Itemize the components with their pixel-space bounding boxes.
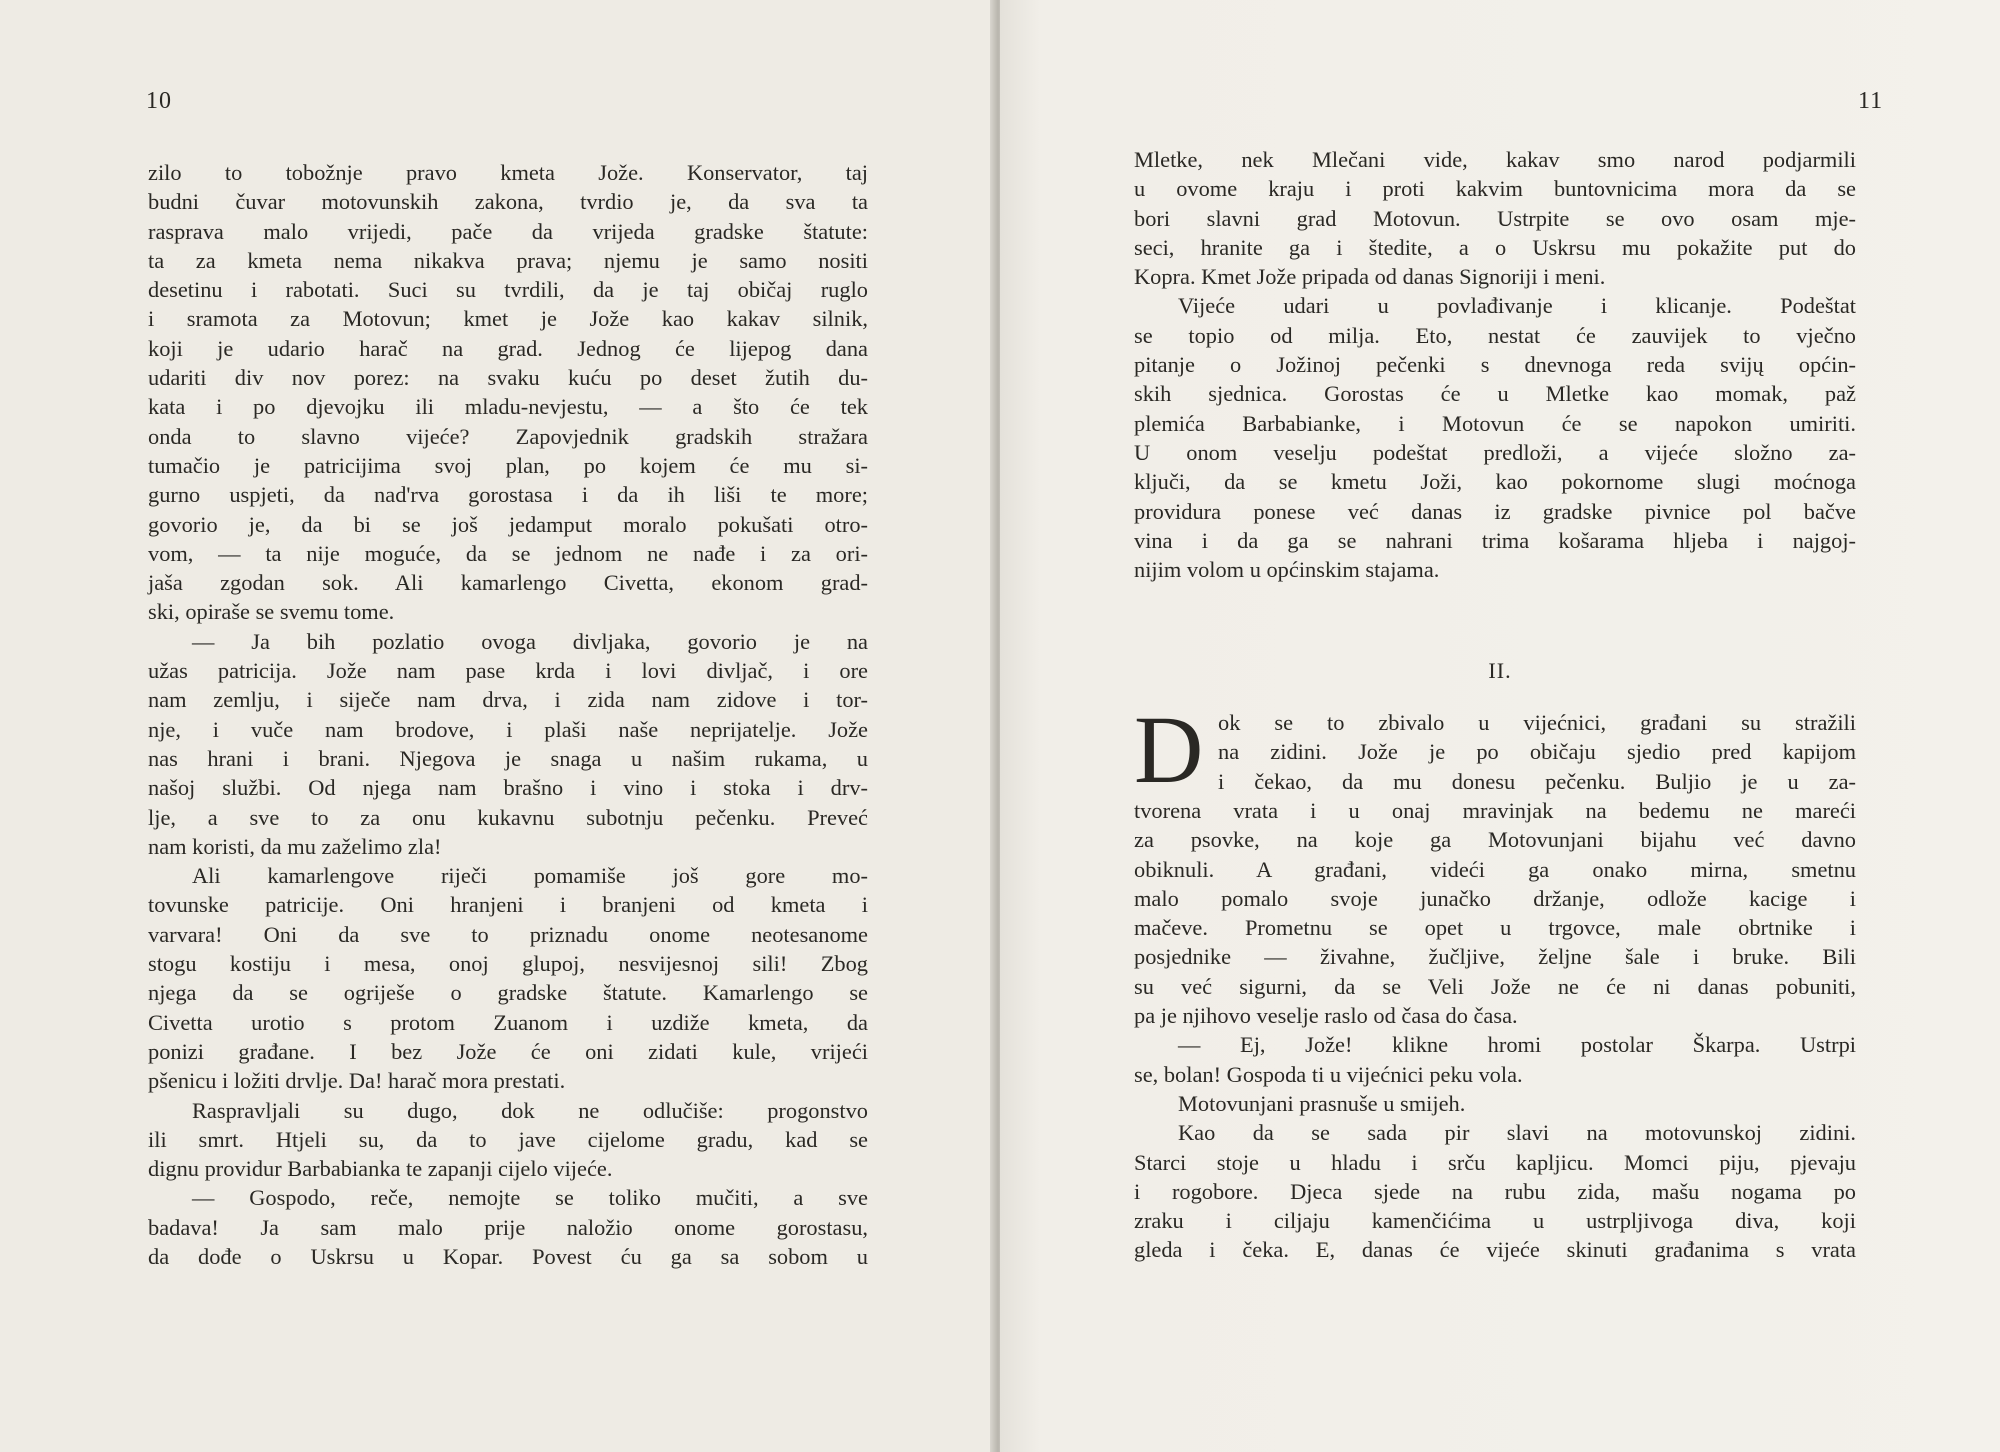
text-line: vina i da ga se nahrani trima košarama hljeba i najgoj- <box>1134 527 1856 553</box>
text-line: tumačio je patricijima svoj plan, po kojem će mu si- <box>148 452 868 478</box>
text-line: nam koristi, da mu zaželimo zla! <box>148 833 442 859</box>
text-line: da dođe o Uskrsu u Kopar. Povest ću ga sa sobom u <box>148 1243 868 1269</box>
text-line: seci, hranite ga i štedite, a o Uskrsu mu pokažite put do <box>1134 234 1856 260</box>
text-line: — Ja bih pozlatio ovoga divljaka, govorio je na <box>192 628 868 654</box>
text-line: su već sigurni, da se Veli Jože ne će ni danas pobuniti, <box>1134 973 1856 999</box>
text-line: skih sjednica. Gorostas će u Mletke kao momak, paž <box>1134 381 1856 407</box>
text-line: zilo to tobožnje pravo kmeta Jože. Konservator, taj <box>148 160 868 185</box>
text-line: rasprava malo vrijedi, pače da vrijeda gradske štatute: <box>148 218 868 244</box>
text-line: ponizi građane. I bez Jože će oni zidati kule, vrijeći <box>148 1038 868 1064</box>
text-line: Raspravljali su dugo, dok ne odlučiše: progonstvo <box>192 1097 868 1123</box>
text-line: U onom veselju podeštat predloži, a vijeće složno za- <box>1134 439 1856 465</box>
text-line: Kao da se sada pir slavi na motovunskoj zidini. <box>1178 1120 1856 1146</box>
text-line: tovunske patricije. Oni hranjeni i branjeni od kmeta i <box>148 892 868 918</box>
text-line: gleda i čeka. E, danas će vijeće skinuti građanima s vrata <box>1134 1237 1856 1263</box>
text-line: Starci stoje u hladu i srču kapljicu. Momci piju, pjevaju <box>1134 1149 1856 1175</box>
text-line: Mletke, nek Mlečani vide, kakav smo narod podjarmili <box>1134 147 1856 172</box>
text-line: Motovunjani prasnuše u smijeh. <box>1178 1090 1466 1116</box>
text-line: se, bolan! Gospoda ti u vijećnici peku vola. <box>1134 1061 1523 1087</box>
text-line: ili smrt. Htjeli su, da to jave cijelome gradu, kad se <box>148 1126 868 1152</box>
text-line: i rogobore. Djeca sjede na rubu zida, mašu nogama po <box>1134 1178 1856 1204</box>
text-line: kata i po djevojku ili mladu-nevjestu, — a što će tek <box>148 394 868 420</box>
text-line: stogu kostiju i mesa, onoj glupoj, nesvijesnoj sili! Zbog <box>148 951 868 977</box>
text-line: badava! Ja sam malo prije naložio onome gorostasu, <box>148 1214 868 1240</box>
page-number-left: 10 <box>146 88 172 114</box>
text-line: lje, a sve to za onu kukavnu subotnju pečenku. Preveć <box>148 804 868 830</box>
text-line: nas hrani i brani. Njegova je snaga u našim rukama, u <box>148 745 868 771</box>
text-line: koji je udario harač na grad. Jednog će lijepog dana <box>148 335 868 361</box>
text-line: tvorena vrata i u onaj mravinjak na bedemu ne mareći <box>1134 798 1856 823</box>
text-line: nam zemlju, i siječe nam drva, i zida nam zidove i tor- <box>148 687 868 713</box>
text-line: varvara! Oni da sve to priznadu onome neotesanome <box>148 921 868 947</box>
text-line: Kopra. Kmet Jože pripada od danas Signoriji i meni. <box>1134 264 1606 290</box>
left-page <box>0 0 996 1452</box>
drop-cap: D <box>1134 696 1204 803</box>
text-line: i čekao, da mu donesu pečenku. Buljio je u za- <box>1218 768 1856 794</box>
text-line: mačeve. Prometnu se opet u trgovce, male obrtnike i <box>1134 915 1856 941</box>
text-line: dignu providur Barbabianka te zapanji cijelo vijeće. <box>148 1156 613 1182</box>
text-line: govorio je, da bi se još jedamput moralo pokušati otro- <box>148 511 868 537</box>
text-line: ski, opiraše se svemu tome. <box>148 599 395 625</box>
text-line: na zidini. Jože je po običaju sjedio pred kapijom <box>1218 739 1856 765</box>
text-line: za psovke, na koje ga Motovunjani bijahu već davno <box>1134 827 1856 853</box>
text-line: nijim volom u općinskim stajama. <box>1134 557 1440 583</box>
text-line: obiknuli. A građani, videći ga onako mirna, smetnu <box>1134 856 1856 882</box>
chapter-heading: II. <box>1488 658 1512 683</box>
text-line: ključi, da se kmetu Joži, kao pokornome slugi moćnoga <box>1134 469 1856 495</box>
text-line: njega da se ogriješe o gradske štatute. Kamarlengo se <box>148 980 868 1006</box>
text-line: se topio od milja. Eto, nestat će zauvijek to vječno <box>1134 322 1856 348</box>
text-line: ok se to zbivalo u vijećnici, građani su stražili <box>1218 710 1856 735</box>
text-line: nje, i vuče nam brodove, i plaši naše neprijatelje. Jože <box>148 716 868 742</box>
text-line: pšenicu i ložiti drvlje. Da! harač mora prestati. <box>148 1068 566 1094</box>
text-line: Civetta urotio s protom Zuanom i uzdiže kmeta, da <box>148 1009 868 1035</box>
text-line: i sramota za Motovun; kmet je Jože kao kakav silnik, <box>148 306 868 332</box>
right-page <box>1000 0 2000 1452</box>
text-line: udariti div nov porez: na svaku kuću po deset žutih du- <box>148 365 868 391</box>
left-page-text <box>148 158 868 1271</box>
text-line: zraku i ciljaju kamenčićima u ustrpljivoga diva, koji <box>1134 1208 1856 1234</box>
text-line: našoj službi. Od njega nam brašno i vino i stoka i drv- <box>148 775 868 801</box>
right-page-text-bottom <box>1134 796 1856 1265</box>
text-line: posjednike — živahne, žučljive, željne šale i bruke. Bili <box>1134 944 1856 970</box>
text-line: gurno uspjeti, da nad'rva gorostasa i da ih liši te more; <box>148 482 868 508</box>
text-line: jaša zgodan sok. Ali kamarlengo Civetta, ekonom grad- <box>148 570 868 596</box>
text-line: bori slavni grad Motovun. Ustrpite se ovo osam mje- <box>1134 205 1856 231</box>
page-number-right: 11 <box>1858 88 1884 114</box>
text-line: u ovome kraju i proti kakvim buntovnicima mora da se <box>1134 176 1856 202</box>
text-line: onda to slavno vijeće? Zapovjednik gradskih stražara <box>148 423 868 449</box>
text-line: ta za kmeta nema nikakva prava; njemu je samo nositi <box>148 247 868 273</box>
text-line: — Ej, Jože! klikne hromi postolar Škarpa. Ustrpi <box>1178 1032 1856 1058</box>
text-line: budni čuvar motovunskih zakona, tvrdio je, da sva ta <box>148 189 868 215</box>
text-line: desetinu i rabotati. Suci su tvrdili, da je taj običaj ruglo <box>148 277 868 303</box>
text-line: vom, — ta nije moguće, da se jednom ne nađe i za ori- <box>148 540 868 566</box>
text-line: — Gospodo, reče, nemojte se toliko mučiti, a sve <box>192 1185 868 1211</box>
text-line: Ali kamarlengove riječi pomamiše još gore mo- <box>192 863 868 889</box>
chapter-opening <box>1134 696 1856 803</box>
text-line: Vijeće udari u povlađivanje i klicanje. Podeštat <box>1178 293 1856 319</box>
text-line: plemića Barbabianke, i Motovun će se napokon umiriti. <box>1134 410 1856 436</box>
right-page-text-top <box>1134 145 1856 584</box>
text-line: pa je njihovo veselje raslo od časa do časa. <box>1134 1003 1518 1029</box>
drop-cap-lines <box>1218 708 1856 796</box>
text-line: pitanje o Jožinoj pečenki s dnevnoga reda svijų općin- <box>1134 352 1856 378</box>
text-line: malo pomalo svoje junačko držanje, odlože kacige i <box>1134 885 1856 911</box>
text-line: užas patricija. Jože nam pase krda i lovi divljač, i ore <box>148 658 868 684</box>
text-line: providura ponese već danas iz gradske pivnice pol bačve <box>1134 498 1856 524</box>
